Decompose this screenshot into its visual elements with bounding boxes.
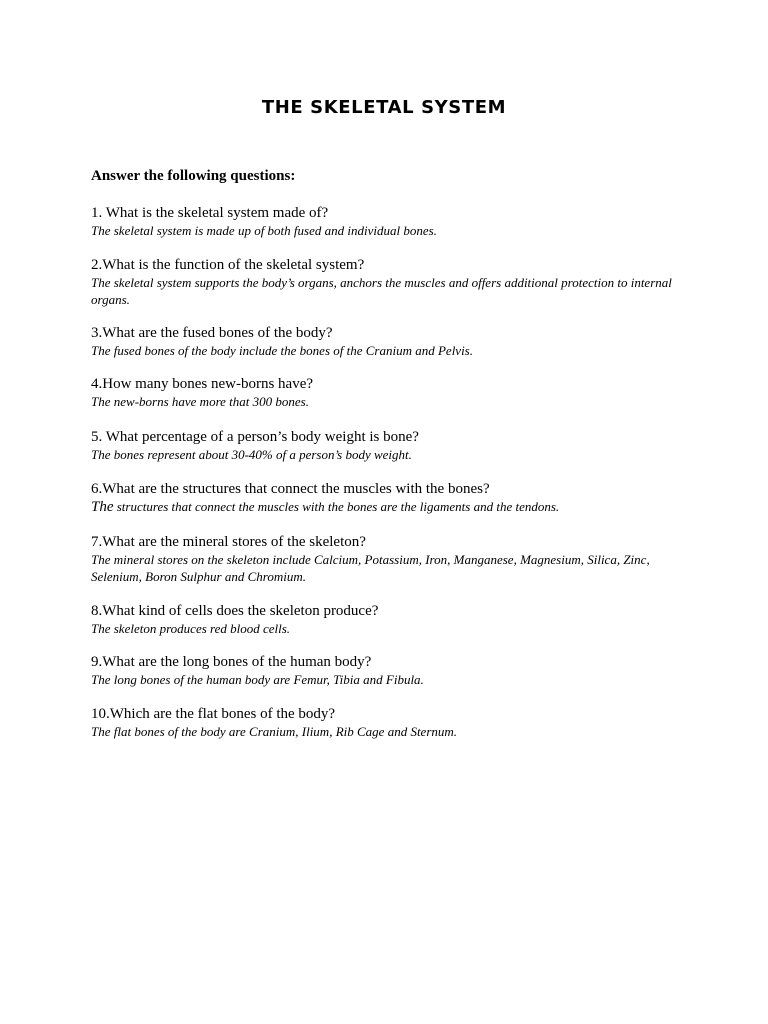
answer-6-rest: structures that connect the muscles with the bones are the ligaments and the tendons. <box>113 499 560 514</box>
question-10: 10.Which are the flat bones of the body? <box>91 706 336 722</box>
question-5: 5. What percentage of a person’s body weight is bone? <box>91 429 419 445</box>
qa-item-3 <box>91 324 681 359</box>
question-4: 4.How many bones new-borns have? <box>91 376 314 392</box>
instructions-heading: Answer the following questions: <box>91 168 296 184</box>
document-title: THE SKELETAL SYSTEM <box>261 97 507 118</box>
question-6: 6.What are the structures that connect the muscles with the bones? <box>91 481 490 497</box>
qa-item-10 <box>91 705 681 740</box>
answer-2: The skeletal system supports the body’s organs, anchors the muscles and offers additional protection to internal organs. <box>91 275 672 307</box>
qa-item-4 <box>91 375 681 410</box>
answer-9: The long bones of the human body are Femur, Tibia and Fibula. <box>91 672 424 687</box>
question-9: 9.What are the long bones of the human body? <box>91 654 372 670</box>
qa-item-9 <box>91 653 681 688</box>
answer-10: The flat bones of the body are Cranium, Ilium, Rib Cage and Sternum. <box>91 724 458 739</box>
question-2: 2.What is the function of the skeletal system? <box>91 257 365 273</box>
question-8: 8.What kind of cells does the skeleton produce? <box>91 603 379 619</box>
answer-6 <box>91 498 681 516</box>
question-7: 7.What are the mineral stores of the skeleton? <box>91 534 366 550</box>
qa-item-7 <box>91 533 681 585</box>
qa-item-2 <box>91 256 681 308</box>
answer-3: The fused bones of the body include the bones of the Cranium and Pelvis. <box>91 343 473 358</box>
qa-item-1 <box>91 204 681 239</box>
answer-5: The bones represent about 30-40% of a person’s body weight. <box>91 447 412 462</box>
qa-item-5 <box>91 428 681 463</box>
answer-6-lead: The <box>91 499 114 515</box>
answer-8: The skeleton produces red blood cells. <box>91 621 291 636</box>
qa-item-8 <box>91 602 681 637</box>
qa-item-6 <box>91 480 681 516</box>
answer-4: The new-borns have more that 300 bones. <box>91 394 309 409</box>
answer-1: The skeletal system is made up of both fused and individual bones. <box>91 223 437 238</box>
question-1: 1. What is the skeletal system made of? <box>91 205 329 221</box>
answer-7: The mineral stores on the skeleton include Calcium, Potassium, Iron, Manganese, Magnesium, Silica, Zinc, Selenium, Boron Sulphur and Chromium. <box>91 552 650 584</box>
question-3: 3.What are the fused bones of the body? <box>91 325 333 341</box>
